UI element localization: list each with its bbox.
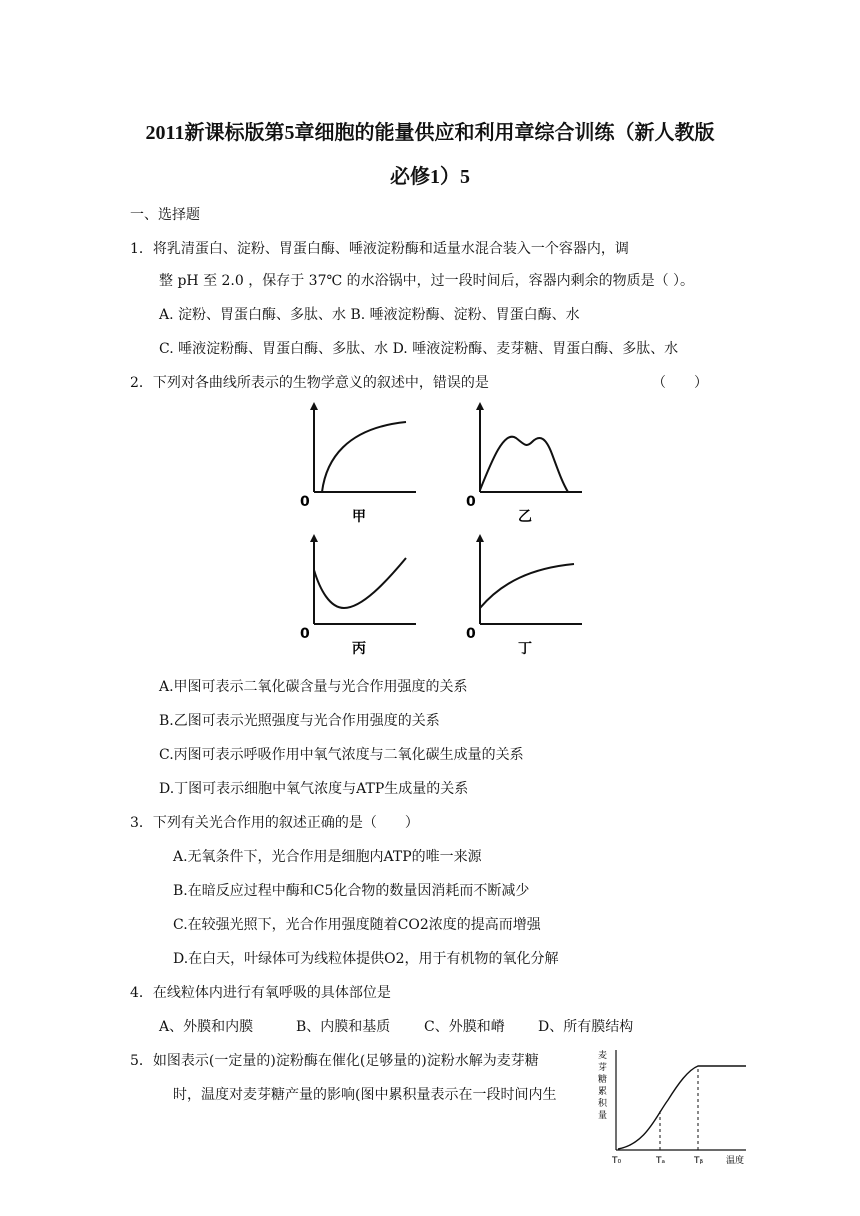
graph-yi bbox=[462, 400, 586, 526]
graph-bing-label: 丙 bbox=[352, 641, 366, 657]
q4-option-c: C、外膜和嵴 bbox=[424, 1019, 505, 1035]
q3-option-b: B.在暗反应过程中酶和C5化合物的数量因消耗而不断减少 bbox=[173, 883, 530, 899]
graph-ding-label: 丁 bbox=[518, 641, 532, 657]
graph-jia-origin: 0 bbox=[300, 494, 310, 510]
q2-option-d: D.丁图可表示细胞中氧气浓度与ATP生成量的关系 bbox=[159, 781, 469, 797]
q1-stem-line2: 整 pH 至 2.0 ，保存于 37℃ 的水浴锅中，过一段时间后，容器内剩余的物质是（ ）。 bbox=[159, 273, 695, 289]
section-heading: 一、选择题 bbox=[130, 207, 200, 223]
q1-stem-line1: 1．将乳清蛋白、淀粉、胃蛋白酶、唾液淀粉酶和适量水混合装入一个容器内，调 bbox=[130, 241, 629, 257]
graph-ding-origin: 0 bbox=[466, 626, 476, 642]
q4-option-a: A、外膜和内膜 bbox=[159, 1019, 254, 1035]
q5-graph-xlabel: 温度 bbox=[726, 1156, 745, 1166]
graph-jia bbox=[296, 400, 420, 526]
document-title-line1: 2011新课标版第5章细胞的能量供应和利用章综合训练（新人教版 bbox=[145, 122, 715, 144]
q4-option-d: D、所有膜结构 bbox=[538, 1019, 634, 1035]
q2-option-a: A.甲图可表示二氧化碳含量与光合作用强度的关系 bbox=[159, 679, 468, 695]
q2-option-b: B.乙图可表示光照强度与光合作用强度的关系 bbox=[159, 713, 440, 729]
q5-tick-t0: T₀ bbox=[612, 1156, 622, 1166]
q3-option-a: A.无氧条件下，光合作用是细胞内ATP的唯一来源 bbox=[173, 849, 482, 865]
graph-bing bbox=[296, 532, 420, 658]
q5-stem-line2: 时，温度对麦芽糖产量的影响(图中累积量表示在一段时间内生 bbox=[173, 1087, 557, 1103]
graph-yi-label: 乙 bbox=[518, 509, 532, 525]
q5-stem-line1: 5．如图表示(一定量的)淀粉酶在催化(足够量的)淀粉水解为麦芽糖 bbox=[130, 1053, 539, 1069]
q1-options-ab: A. 淀粉、胃蛋白酶、多肽、水 B. 唾液淀粉酶、淀粉、胃蛋白酶、水 bbox=[159, 307, 580, 323]
q5-tick-ta: Tₐ bbox=[656, 1156, 666, 1166]
document-title-line2: 必修1）5 bbox=[390, 166, 470, 188]
q4-stem: 4．在线粒体内进行有氧呼吸的具体部位是 bbox=[130, 985, 391, 1001]
q2-stem: 2．下列对各曲线所表示的生物学意义的叙述中，错误的是 bbox=[130, 375, 489, 391]
graph-ding bbox=[462, 532, 586, 658]
q1-options-cd: C. 唾液淀粉酶、胃蛋白酶、多肽、水 D. 唾液淀粉酶、麦芽糖、胃蛋白酶、多肽、水 bbox=[159, 341, 679, 357]
q5-graph-ylabel: 麦 芽 糖 累 积 量 bbox=[598, 1051, 608, 1121]
q4-option-b: B、内膜和基质 bbox=[296, 1019, 391, 1035]
graph-yi-origin: 0 bbox=[466, 494, 476, 510]
q5-tick-tb: Tᵦ bbox=[694, 1156, 704, 1166]
q2-option-c: C.丙图可表示呼吸作用中氧气浓度与二氧化碳生成量的关系 bbox=[159, 747, 524, 763]
q2-answer-paren: （ ） bbox=[652, 375, 708, 391]
q3-option-d: D.在白天，叶绿体可为线粒体提供O2，用于有机物的氧化分解 bbox=[173, 951, 559, 967]
q3-stem: 3．下列有关光合作用的叙述正确的是（ ） bbox=[130, 815, 419, 831]
q3-option-c: C.在较强光照下，光合作用强度随着CO2浓度的提高而增强 bbox=[173, 917, 541, 933]
q5-graph bbox=[596, 1046, 780, 1170]
graph-jia-label: 甲 bbox=[352, 509, 366, 525]
graph-bing-origin: 0 bbox=[300, 626, 310, 642]
